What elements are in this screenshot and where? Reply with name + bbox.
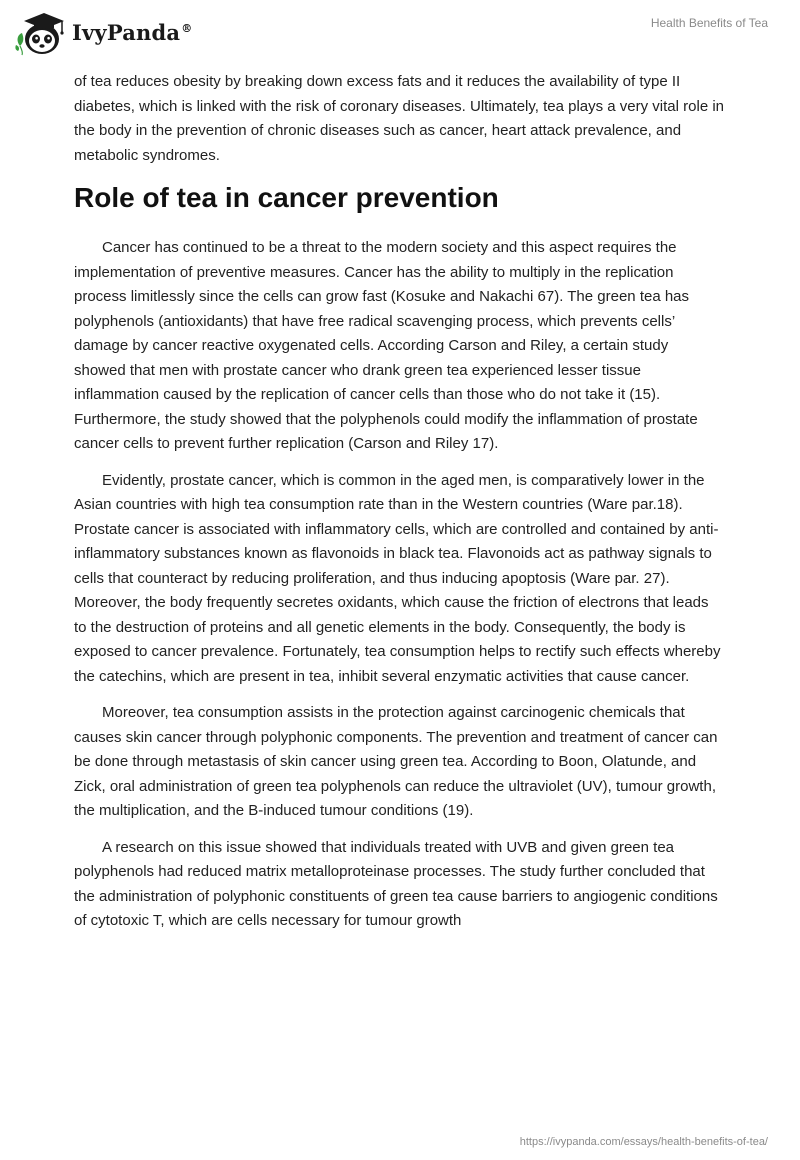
- paragraph-3: Moreover, tea consumption assists in the protection against carcinogenic chemicals that causes skin cancer through polyphonic components. The prevention and treatment of cancer can be done through metastasis of skin cancer using green tea. According to Boon, Olatunde, and Zick, oral administration of green tea polyphenols can reduce the ultraviolet (UV), tumour growth, the multiplication, and the B-induced tumour conditions (19).: [74, 704, 718, 819]
- source-url[interactable]: https://ivypanda.com/essays/health-benefits-of-tea/: [519, 1136, 768, 1148]
- essay-content: [74, 70, 724, 946]
- section-heading: Role of tea in cancer prevention: [74, 182, 499, 213]
- paragraph-1: Cancer has continued to be a threat to the modern society and this aspect requires the implementation of preventive measures. Cancer has the ability to multiply in the replication process limitlessly since the cells can grow fast (Kosuke and Nakachi 67). The green tea has polyphenols (antioxidants) that have free radical scavenging process, which prevents cells’ damage by cancer reactive oxygenated cells. According Carson and Riley, a certain study showed that men with prostate cancer who drank green tea experienced lesser tissue inflammation caused by the replication of cancer cells than those who do not take it (15). Furthermore, the study showed that the polyphenols could modify the inflammation of prostate cancer cells to prevent further replication (Carson and Riley 17).: [74, 239, 698, 452]
- ivypanda-logo[interactable]: [14, 8, 192, 56]
- page-header: [0, 0, 800, 70]
- paragraph-2: Evidently, prostate cancer, which is common in the aged men, is comparatively lower in the Asian countries with high tea consumption rate than in the Western countries (Ware par.18). Prostate cancer is associated with inflammatory cells, which are controlled and contained by anti-inflammatory substances known as flavonoids in black tea. Flavonoids act as pathway signals to cells that counteract by reducing proliferation, and thus inducing apoptosis (Ware par. 27). Moreover, the body frequently secretes oxidants, which cause the friction of electrons that leads to the destruction of proteins and all genetic elements in the body. Consequently, the body is exposed to cancer prevalence. Fortunately, tea consumption helps to rectify such effects whereby the catechins, which are present in tea, inhibit several enzymatic activities that cause cancer.: [74, 471, 721, 685]
- brand-name: IvyPanda®: [72, 19, 193, 45]
- paragraph-4: A research on this issue showed that individuals treated with UVB and given green tea polyphenols had reduced matrix metalloproteinase processes. The study further concluded that the administration of polyphonic constituents of green tea cause barriers to angiogenic conditions of cytotoxic T, which are cells necessary for tumour growth: [74, 838, 718, 929]
- panda-graduation-cap-icon: [14, 8, 66, 56]
- document-title: Health Benefits of Tea: [650, 16, 768, 30]
- intro-paragraph: of tea reduces obesity by breaking down excess fats and it reduces the availability of type II diabetes, which is linked with the risk of coronary diseases. Ultimately, tea plays a very vital role in the body in the prevention of chronic diseases such as cancer, heart attack prevalence, and metabolic syndromes.: [74, 73, 725, 164]
